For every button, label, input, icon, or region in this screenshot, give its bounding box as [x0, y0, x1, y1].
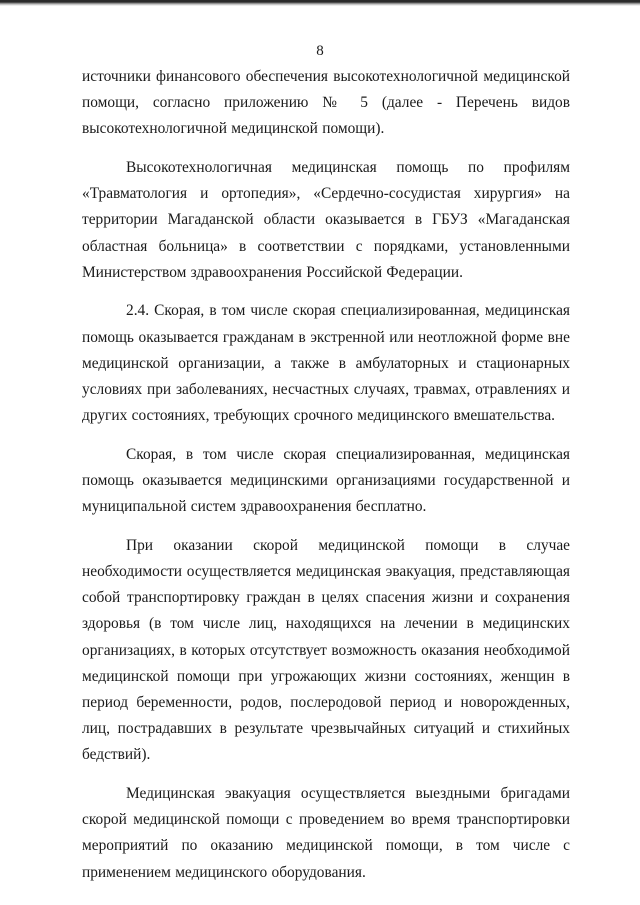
paragraph-emergency-free: Скорая, в том числе скорая специализированная, медицинская помощь оказывается медицинскими организациями государственной и муниципальной систем здравоохранения бесплатно. — [82, 445, 570, 516]
document-body — [82, 64, 570, 898]
paragraph-high-tech-care: Высокотехнологичная медицинская помощь по профилям «Травматология и ортопедия», «Сердечно-сосудистая хирургия» на территории Магаданской области оказывается в ГБУЗ «Магаданская областная больница» в соответствии с порядками, установленными Министерством здравоохранения Российской Федерации. — [82, 159, 570, 281]
page-number: 8 — [316, 43, 324, 59]
scan-edge-shadow — [0, 0, 640, 6]
paragraph-medical-evacuation: При оказании скорой медицинской помощи в случае необходимости осуществляется медицинская эвакуация, представляющая собой транспортировку граждан в целях спасения жизни и сохранения здоровья (в том числе лиц, находящихся на лечении в медицинских организациях, в которых отсутствует возможность оказания необходимой медицинской помощи при угрожающих жизни состояниях, женщин в период беременности, родов, послеродовой период и новорожденных, лиц, пострадавших в результате чрезвычайных ситуаций и стихийных бедствий). — [82, 536, 570, 764]
paragraph-continuation: источники финансового обеспечения высокотехнологичной медицинской помощи, согласно приложению № 5 (далее - Перечень видов высокотехнологичной медицинской помощи). — [82, 68, 570, 138]
paragraph-section-2-4: 2.4. Скорая, в том числе скорая специализированная, медицинская помощь оказывается гражданам в экстренной или неотложной форме вне медицинской организации, а также в амбулаторных и стационарных условиях при заболеваниях, несчастных случаях, травмах, отравлениях и других состояниях, требующих срочного медицинского вмешательства. — [82, 302, 570, 425]
paragraph-evacuation-brigades: Медицинская эвакуация осуществляется выездными бригадами скорой медицинской помощи с проведением во время транспортировки мероприятий по оказанию медицинской помощи, в том числе с применением медицинского оборудования. — [82, 785, 570, 881]
